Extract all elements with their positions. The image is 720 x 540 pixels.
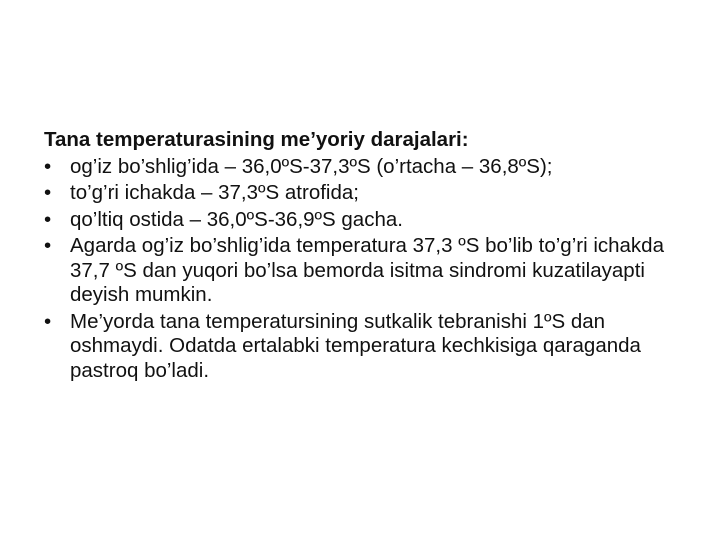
bullet-dot-icon: • [44,234,52,257]
bullet-list [44,155,704,384]
bullet-dot-icon: • [44,309,52,333]
bullet-item-fever [44,234,704,308]
bullet-text: Agarda og’iz bo’shlig’ida temperatura 37,3 ºS bo’lib to’g’ri ichakda 37,7 ºS dan yuqori bo’lsa bemorda isitma sindromi kuzatilayapti deyish mumkin. [70,234,664,306]
bullet-text: Me’yorda tana temperatursining sutkalik tebranishi 1ºS dan oshmaydi. Odatda ertalabki temperatura kechkisiga qaraganda pastroq bo’ladi. [70,309,641,382]
bullet-item-daily-fluctuation [44,310,704,384]
bullet-item-rectal [44,181,704,206]
bullet-dot-icon: • [44,207,52,231]
bullet-text: og’iz bo’shlig’ida – 36,0ºS-37,3ºS (o’rtacha – 36,8ºS); [70,154,553,178]
bullet-dot-icon: • [44,181,52,204]
bullet-dot-icon: • [44,154,52,178]
slide-heading: Tana temperaturasining me’yoriy darajalari: [44,128,469,151]
bullet-text: to’g’ri ichakda – 37,3ºS atrofida; [70,181,359,204]
bullet-item-axillary [44,208,704,233]
bullet-text: qo’ltiq ostida – 36,0ºS-36,9ºS gacha. [70,207,403,231]
slide-content [44,128,704,385]
bullet-item-oral [44,155,704,180]
